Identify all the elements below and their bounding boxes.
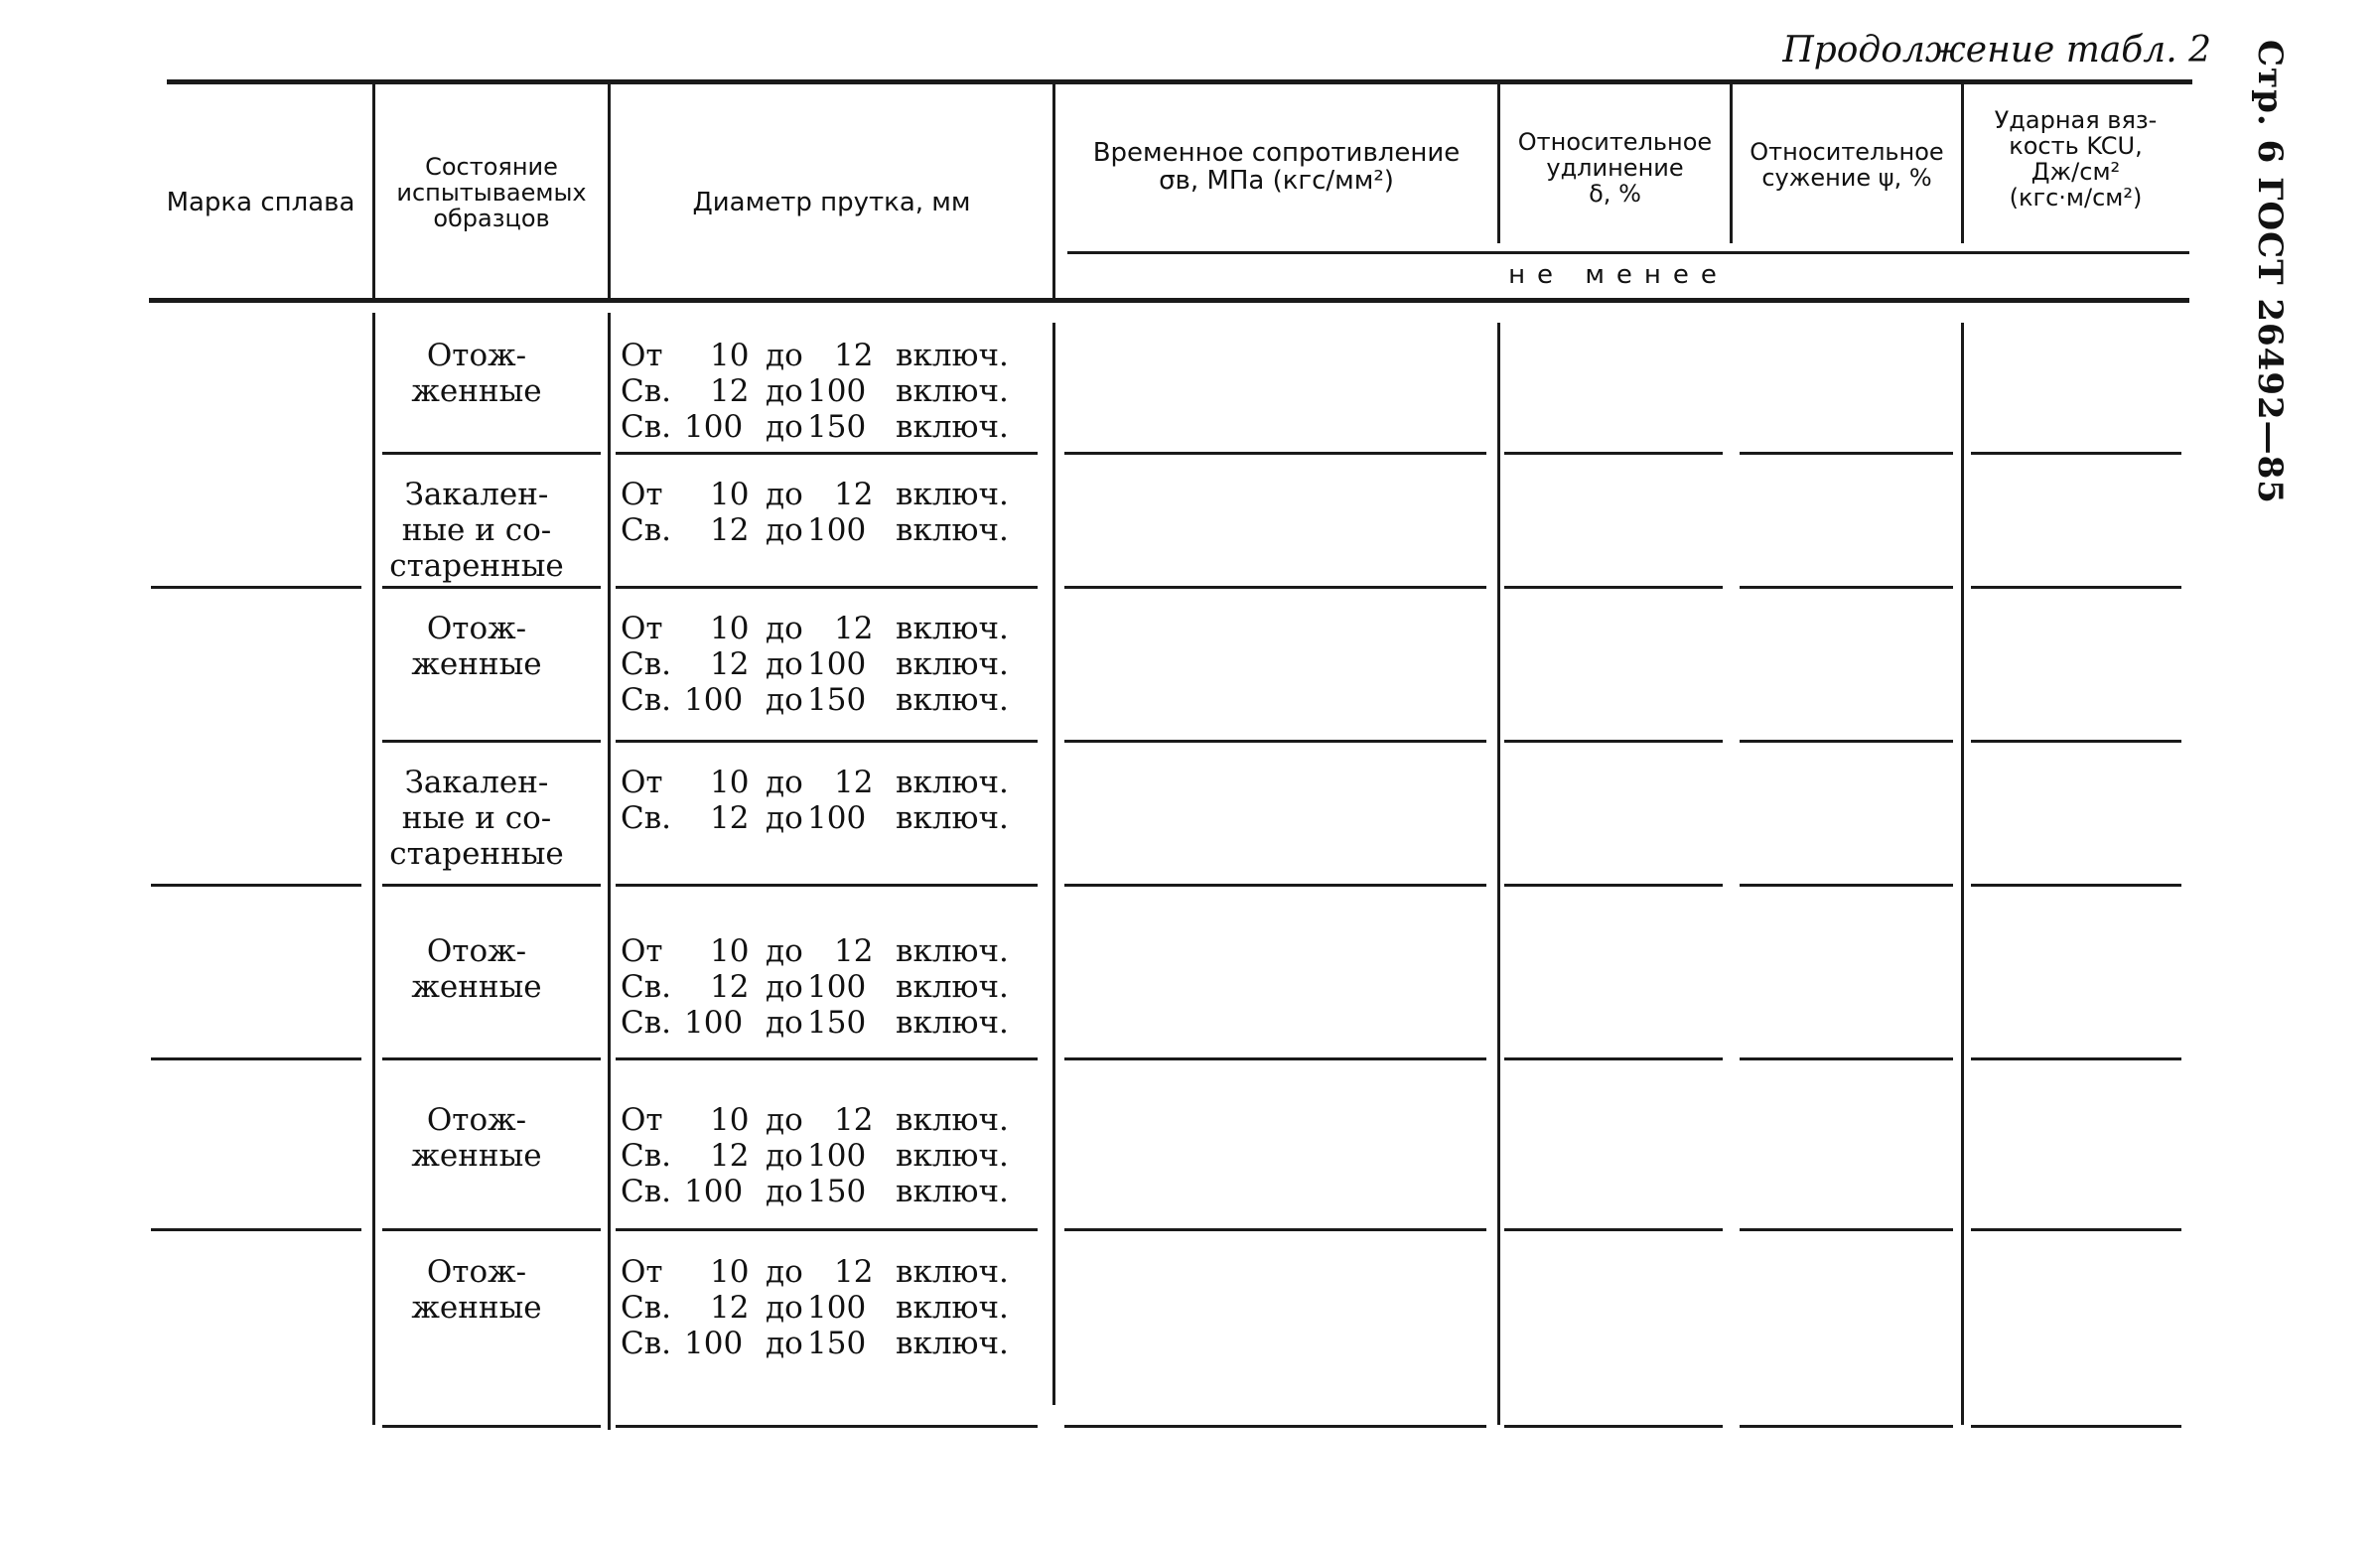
condition-cell xyxy=(377,1102,576,1174)
header-reduction-line: Относительное xyxy=(1750,138,1944,166)
diameter-part: включ. xyxy=(896,1174,1009,1209)
diameter-part: 100 xyxy=(684,682,744,718)
diameter-part: От xyxy=(621,1102,663,1138)
diameter-cell xyxy=(621,338,1038,373)
diameter-part: включ. xyxy=(896,409,1009,445)
diameter-part: включ. xyxy=(896,969,1009,1005)
block-separator xyxy=(1740,586,1953,589)
body-col-divider xyxy=(1052,323,1055,1405)
header-reduction-line: сужение ψ, % xyxy=(1761,164,1932,192)
block-separator xyxy=(616,452,1038,455)
header-strength-line: Временное сопротивление xyxy=(1092,138,1461,168)
grade-separator xyxy=(151,1057,361,1060)
diameter-part: включ. xyxy=(896,1005,1009,1041)
table-top-rule xyxy=(167,79,2192,84)
condition-line: Отож- xyxy=(426,338,527,373)
block-separator xyxy=(1971,1057,2181,1060)
diameter-cell xyxy=(621,512,1038,548)
diameter-part: Св. xyxy=(621,969,672,1005)
diameter-part: 10 xyxy=(710,1254,750,1290)
diameter-part: до xyxy=(766,512,803,548)
diameter-cell xyxy=(621,1254,1038,1290)
block-separator xyxy=(382,452,601,455)
block-separator xyxy=(1740,1228,1953,1231)
block-separator xyxy=(616,884,1038,887)
diameter-part: до xyxy=(766,800,803,836)
block-separator xyxy=(1064,884,1486,887)
diameter-part: до xyxy=(766,765,803,800)
diameter-part: 150 xyxy=(807,1326,867,1361)
diameter-cell xyxy=(621,646,1038,682)
header-condition-line: Состояние xyxy=(425,153,558,181)
header-elongation-line: δ, % xyxy=(1589,180,1641,208)
header-bottom-rule xyxy=(149,298,2189,303)
header-impact-line: Дж/см² xyxy=(2030,158,2121,186)
condition-line: Отож- xyxy=(426,611,527,646)
condition-line: Закален- xyxy=(404,477,549,512)
block-separator xyxy=(616,1057,1038,1060)
condition-line: женные xyxy=(411,373,542,409)
condition-line: Отож- xyxy=(426,1102,527,1138)
condition-cell xyxy=(377,611,576,682)
diameter-part: до xyxy=(766,1138,803,1174)
diameter-part: до xyxy=(766,646,803,682)
block-separator xyxy=(1740,740,1953,743)
grade-separator xyxy=(151,1228,361,1231)
diameter-cell xyxy=(621,1138,1038,1174)
diameter-cell xyxy=(621,682,1038,718)
block-separator xyxy=(616,1425,1038,1428)
diameter-part: 12 xyxy=(834,933,874,969)
condition-line: ные и со- xyxy=(401,800,552,836)
diameter-part: 10 xyxy=(710,933,750,969)
diameter-part: включ. xyxy=(896,933,1009,969)
header-condition-line: образцов xyxy=(433,205,550,232)
diameter-part: до xyxy=(766,682,803,718)
diameter-part: включ. xyxy=(896,338,1009,373)
block-separator xyxy=(1971,740,2181,743)
diameter-part: 100 xyxy=(684,1174,744,1209)
diameter-cell xyxy=(621,373,1038,409)
condition-line: старенные xyxy=(389,836,564,872)
diameter-part: Св. xyxy=(621,512,672,548)
diameter-cell xyxy=(621,765,1038,800)
block-separator xyxy=(1740,884,1953,887)
block-separator xyxy=(382,1228,601,1231)
block-separator xyxy=(1064,1057,1486,1060)
diameter-part: От xyxy=(621,765,663,800)
diameter-part: 12 xyxy=(710,373,750,409)
diameter-part: 12 xyxy=(710,512,750,548)
diameter-part: 10 xyxy=(710,477,750,512)
condition-line: ные и со- xyxy=(401,512,552,548)
header-impact-line: Ударная вяз- xyxy=(1994,106,2158,134)
diameter-part: 10 xyxy=(710,1102,750,1138)
diameter-part: Св. xyxy=(621,646,672,682)
block-separator xyxy=(382,586,601,589)
header-elongation-line: удлинение xyxy=(1546,154,1684,182)
side-page-label xyxy=(2246,40,2290,504)
diameter-part: 100 xyxy=(807,373,867,409)
diameter-part: 150 xyxy=(807,1005,867,1041)
condition-cell xyxy=(377,933,576,1005)
diameter-part: включ. xyxy=(896,1102,1009,1138)
diameter-part: 100 xyxy=(807,1290,867,1326)
block-separator xyxy=(1504,1228,1723,1231)
diameter-part: до xyxy=(766,1290,803,1326)
block-separator xyxy=(1064,1425,1486,1428)
condition-line: женные xyxy=(411,646,542,682)
diameter-part: Св. xyxy=(621,1326,672,1361)
block-separator xyxy=(1064,452,1486,455)
diameter-part: Св. xyxy=(621,1290,672,1326)
header-strength-line: σв, МПа (кгс/мм²) xyxy=(1159,166,1394,196)
diameter-part: до xyxy=(766,338,803,373)
diameter-cell xyxy=(621,1290,1038,1326)
grade-separator xyxy=(151,884,361,887)
header-impact-line: (кгс·м/см²) xyxy=(2009,184,2143,211)
diameter-part: 10 xyxy=(710,611,750,646)
block-separator xyxy=(1971,452,2181,455)
block-separator xyxy=(1971,884,2181,887)
block-separator xyxy=(382,1425,601,1428)
block-separator xyxy=(1504,1425,1723,1428)
diameter-part: до xyxy=(766,373,803,409)
diameter-cell xyxy=(621,1005,1038,1041)
header-reduction xyxy=(1733,139,1961,191)
block-separator xyxy=(1971,1425,2181,1428)
diameter-part: 100 xyxy=(807,800,867,836)
block-separator xyxy=(616,586,1038,589)
diameter-part: 150 xyxy=(807,409,867,445)
diameter-cell xyxy=(621,1174,1038,1209)
header-strength xyxy=(1055,139,1497,195)
diameter-part: От xyxy=(621,933,663,969)
diameter-part: включ. xyxy=(896,646,1009,682)
block-separator xyxy=(1740,452,1953,455)
diameter-part: Св. xyxy=(621,373,672,409)
block-separator xyxy=(616,740,1038,743)
grade-separator xyxy=(151,586,361,589)
diameter-part: до xyxy=(766,969,803,1005)
diameter-part: 12 xyxy=(710,1290,750,1326)
continuation-caption: Продолжение табл. 2 xyxy=(1782,30,2211,70)
diameter-part: Св. xyxy=(621,682,672,718)
header-grade: Марка сплава xyxy=(166,188,355,217)
block-separator xyxy=(1740,1425,1953,1428)
diameter-cell xyxy=(621,409,1038,445)
condition-cell xyxy=(377,477,576,584)
diameter-cell xyxy=(621,611,1038,646)
block-separator xyxy=(616,1228,1038,1231)
diameter-part: 100 xyxy=(807,1138,867,1174)
diameter-part: Св. xyxy=(621,800,672,836)
diameter-part: 12 xyxy=(834,338,874,373)
block-separator xyxy=(1971,1228,2181,1231)
block-separator xyxy=(1504,586,1723,589)
header-not-less: не менее xyxy=(1508,260,1729,290)
diameter-part: 12 xyxy=(710,969,750,1005)
block-separator xyxy=(1064,586,1486,589)
diameter-part: От xyxy=(621,611,663,646)
diameter-part: 12 xyxy=(834,611,874,646)
block-separator xyxy=(1504,884,1723,887)
diameter-part: до xyxy=(766,611,803,646)
diameter-part: 100 xyxy=(807,512,867,548)
header-impact xyxy=(1964,107,2187,211)
block-separator xyxy=(1971,586,2181,589)
diameter-part: От xyxy=(621,338,663,373)
diameter-part: включ. xyxy=(896,800,1009,836)
side-page-label-text: Стр. 6 ГОСТ 26492—85 xyxy=(2250,40,2290,504)
diameter-part: до xyxy=(766,409,803,445)
diameter-part: 12 xyxy=(834,477,874,512)
block-separator xyxy=(1504,740,1723,743)
diameter-part: включ. xyxy=(896,512,1009,548)
diameter-cell xyxy=(621,933,1038,969)
diameter-part: до xyxy=(766,1174,803,1209)
diameter-part: 100 xyxy=(807,646,867,682)
diameter-part: 12 xyxy=(834,1102,874,1138)
block-separator xyxy=(1740,1057,1953,1060)
diameter-part: От xyxy=(621,477,663,512)
diameter-part: 12 xyxy=(834,1254,874,1290)
diameter-part: до xyxy=(766,1326,803,1361)
block-separator xyxy=(1064,1228,1486,1231)
diameter-part: 150 xyxy=(807,682,867,718)
block-separator xyxy=(1064,740,1486,743)
diameter-cell xyxy=(621,477,1038,512)
block-separator xyxy=(382,1057,601,1060)
condition-line: старенные xyxy=(389,548,564,584)
diameter-part: включ. xyxy=(896,1138,1009,1174)
condition-cell xyxy=(377,1254,576,1326)
body-col-divider xyxy=(372,313,375,1425)
diameter-part: включ. xyxy=(896,611,1009,646)
diameter-part: Св. xyxy=(621,1174,672,1209)
diameter-cell xyxy=(621,800,1038,836)
diameter-part: Св. xyxy=(621,409,672,445)
diameter-part: до xyxy=(766,1102,803,1138)
diameter-part: 12 xyxy=(710,1138,750,1174)
condition-line: Отож- xyxy=(426,1254,527,1290)
condition-line: женные xyxy=(411,969,542,1005)
diameter-part: 100 xyxy=(684,1005,744,1041)
diameter-part: 100 xyxy=(684,409,744,445)
header-condition xyxy=(375,154,608,231)
diameter-part: 12 xyxy=(834,765,874,800)
diameter-part: 12 xyxy=(710,800,750,836)
diameter-part: 10 xyxy=(710,765,750,800)
condition-line: женные xyxy=(411,1290,542,1326)
block-separator xyxy=(382,740,601,743)
header-elongation-line: Относительное xyxy=(1517,128,1713,156)
diameter-cell xyxy=(621,1326,1038,1361)
diameter-part: Св. xyxy=(621,1005,672,1041)
header-impact-line: кость KCU, xyxy=(2009,132,2143,160)
condition-line: Закален- xyxy=(404,765,549,800)
block-separator xyxy=(1504,452,1723,455)
block-separator xyxy=(1504,1057,1723,1060)
diameter-part: до xyxy=(766,1005,803,1041)
block-separator xyxy=(382,884,601,887)
diameter-part: включ. xyxy=(896,373,1009,409)
body-col-divider xyxy=(1961,323,1964,1425)
header-diameter: Диаметр прутка, мм xyxy=(692,188,971,217)
diameter-part: включ. xyxy=(896,682,1009,718)
header-condition-line: испытываемых xyxy=(396,179,587,207)
diameter-cell xyxy=(621,969,1038,1005)
condition-cell xyxy=(377,338,576,409)
diameter-part: 10 xyxy=(710,338,750,373)
diameter-part: 12 xyxy=(710,646,750,682)
diameter-part: 150 xyxy=(807,1174,867,1209)
diameter-part: включ. xyxy=(896,765,1009,800)
body-col-divider xyxy=(1497,323,1500,1425)
diameter-part: до xyxy=(766,477,803,512)
diameter-part: до xyxy=(766,933,803,969)
header-divider-notless xyxy=(1067,251,2189,254)
diameter-part: включ. xyxy=(896,1290,1009,1326)
diameter-part: включ. xyxy=(896,477,1009,512)
diameter-part: включ. xyxy=(896,1326,1009,1361)
diameter-cell xyxy=(621,1102,1038,1138)
diameter-part: Св. xyxy=(621,1138,672,1174)
diameter-part: 100 xyxy=(807,969,867,1005)
diameter-part: включ. xyxy=(896,1254,1009,1290)
diameter-part: От xyxy=(621,1254,663,1290)
condition-cell xyxy=(377,765,576,872)
diameter-part: до xyxy=(766,1254,803,1290)
body-col-divider xyxy=(608,313,611,1430)
condition-line: женные xyxy=(411,1138,542,1174)
condition-line: Отож- xyxy=(426,933,527,969)
header-elongation xyxy=(1500,129,1730,207)
diameter-part: 100 xyxy=(684,1326,744,1361)
